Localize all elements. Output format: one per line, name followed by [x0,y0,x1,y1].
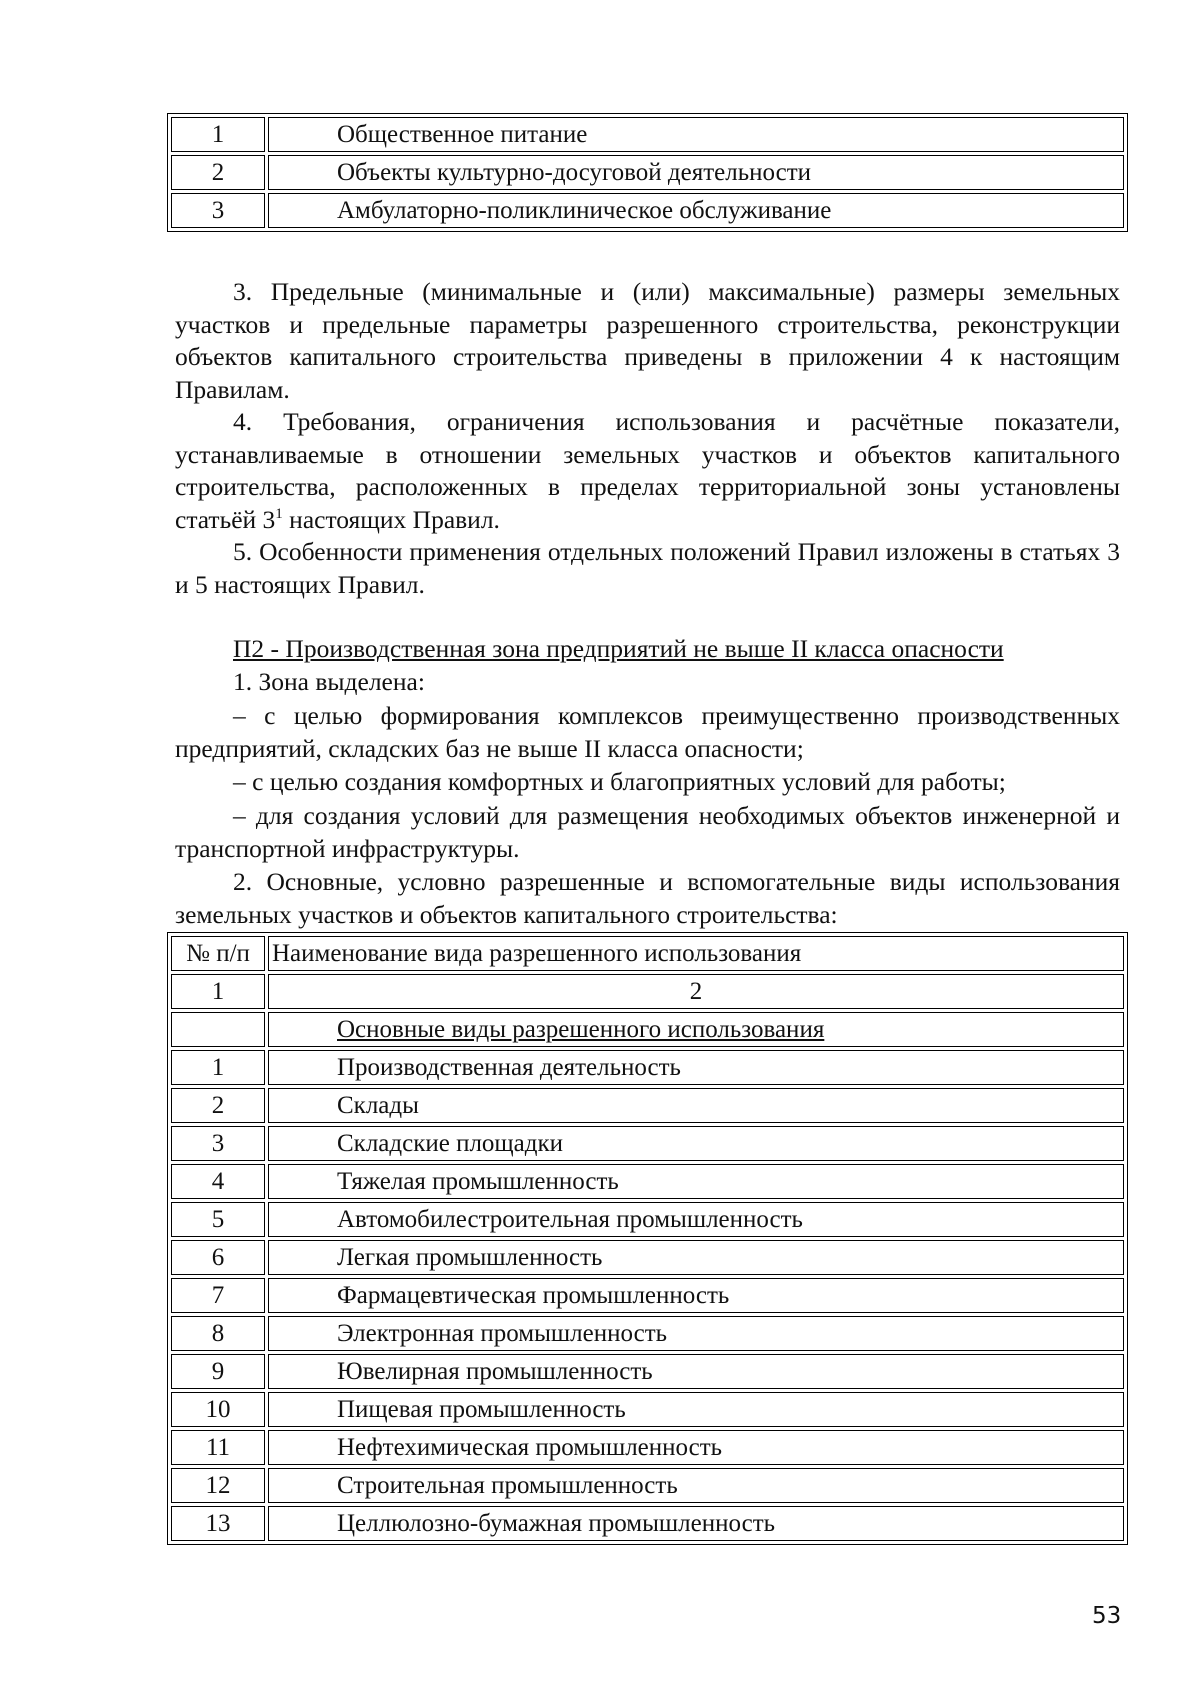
use-name: Электронная промышленность [268,1316,1124,1351]
use-name: Фармацевтическая промышленность [268,1278,1124,1313]
row-number: 9 [171,1354,265,1389]
row-number: 13 [171,1506,265,1541]
section-title: Основные виды разрешенного использования [268,1012,1124,1047]
table-row [171,1430,1124,1465]
use-name: Амбулаторно-поликлиническое обслуживание [268,193,1124,228]
zone-item-2-text: 2. Основные, условно разрешенные и вспомогательные виды использования земельных участков и объектов капитального строительства: [175,867,1120,929]
table-row [171,1392,1124,1427]
column-index-2: 2 [268,974,1124,1009]
use-name: Общественное питание [268,117,1124,152]
use-name: Целлюлозно-бумажная промышленность [268,1506,1124,1541]
page-number: 53 [1092,1603,1122,1629]
row-number: 1 [171,1050,265,1085]
zone-item-2 [175,866,1120,931]
paragraph-5 [175,536,1120,601]
table-row [171,1278,1124,1313]
use-name: Склады [268,1088,1124,1123]
zone-item-1-text: 1. Зона выделена: [233,667,425,696]
zone-dash-1-text: – с целью формирования комплексов преимущественно производственных предприятий, складских баз не выше II класса опасности; [175,701,1120,763]
table-row [171,1316,1124,1351]
use-name: Нефтехимическая промышленность [268,1430,1124,1465]
zone-item-1 [175,666,1120,699]
article-superscript: 1 [275,505,283,522]
table-row [171,117,1124,152]
paragraph-4-tail: настоящих Правил. [282,504,500,534]
table-index-row [171,974,1124,1009]
row-number: 3 [171,193,265,228]
table-row [171,1468,1124,1503]
table-row [171,193,1124,228]
use-name: Автомобилестроительная промышленность [268,1202,1124,1237]
use-name: Производственная деятельность [268,1050,1124,1085]
use-name: Строительная промышленность [268,1468,1124,1503]
zone-uses-table [167,932,1128,1545]
zone-dash-3 [175,800,1120,865]
zone-heading: П2 - Производственная зона предприятий не выше II класса опасности [233,634,1004,663]
use-name: Ювелирная промышленность [268,1354,1124,1389]
column-header-name: Наименование вида разрешенного использования [268,936,1124,971]
column-index-1: 1 [171,974,265,1009]
row-number: 2 [171,155,265,190]
row-number: 4 [171,1164,265,1199]
paragraph-4-text: 4. Требования, ограничения использования и расчётные показатели, устанавливаемые в отношении земельных участков и объектов капитального строительства, расположенных в пределах территориальной зоны установлены статьёй 3 [175,407,1120,534]
paragraph-5-text: 5. Особенности применения отдельных положений Правил изложены в статьях 3 и 5 настоящих Правил. [175,537,1120,599]
row-number: 2 [171,1088,265,1123]
table-row [171,1126,1124,1161]
table-row [171,1050,1124,1085]
table-row [171,1240,1124,1275]
row-number: 11 [171,1430,265,1465]
row-number: 6 [171,1240,265,1275]
row-number: 7 [171,1278,265,1313]
empty-cell [171,1012,265,1047]
use-name: Тяжелая промышленность [268,1164,1124,1199]
table-header-row [171,936,1124,971]
use-name: Объекты культурно-досуговой деятельности [268,155,1124,190]
paragraph-3 [175,276,1120,406]
zone-dash-1 [175,700,1120,765]
table-row [171,1506,1124,1541]
table-row [171,1202,1124,1237]
row-number: 10 [171,1392,265,1427]
zone-dash-3-text: – для создания условий для размещения необходимых объектов инженерной и транспортной инфраструктуры. [175,801,1120,863]
use-name: Легкая промышленность [268,1240,1124,1275]
table-row [171,1354,1124,1389]
row-number: 8 [171,1316,265,1351]
table-row [171,1164,1124,1199]
use-name: Складские площадки [268,1126,1124,1161]
paragraph-4 [175,406,1120,536]
row-number: 1 [171,117,265,152]
table-section-row [171,1012,1124,1047]
zone-dash-2-text: – с целью создания комфортных и благоприятных условий для работы; [233,767,1006,796]
column-header-number: № п/п [171,936,265,971]
permitted-uses-table-continued [167,113,1128,232]
paragraph-3-text: 3. Предельные (минимальные и (или) максимальные) размеры земельных участков и предельные параметры разрешенного строительства, реконструкции объектов капитального строительства приведены в приложении 4 к настоящим Правилам. [175,277,1120,404]
use-name: Пищевая промышленность [268,1392,1124,1427]
row-number: 12 [171,1468,265,1503]
zone-dash-2 [175,766,1120,799]
table-row [171,1088,1124,1123]
table-row [171,155,1124,190]
row-number: 3 [171,1126,265,1161]
row-number: 5 [171,1202,265,1237]
